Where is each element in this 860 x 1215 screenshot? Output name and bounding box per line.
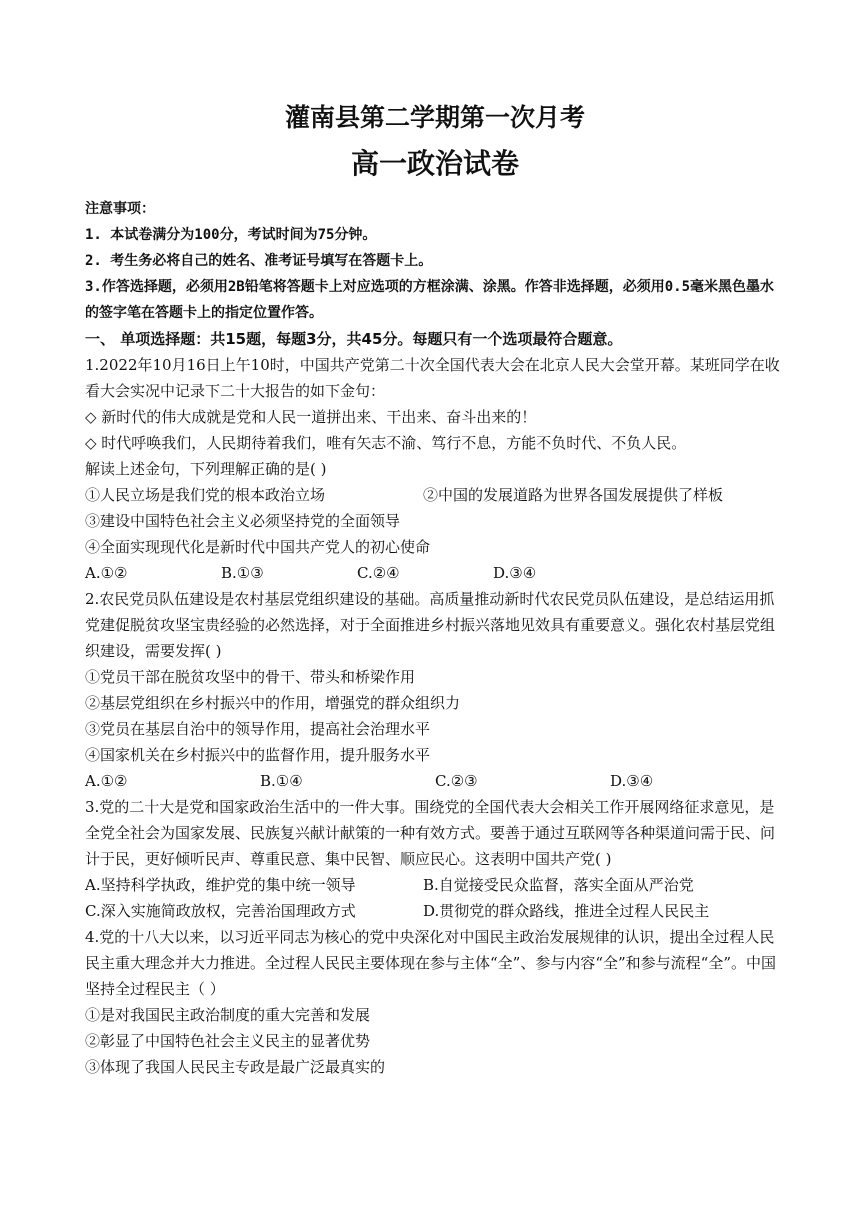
exam-subject-title: 高一政治试卷 — [350, 147, 519, 180]
question-1-option-b: B.①③ — [221, 564, 264, 582]
question-2-options — [85, 768, 785, 794]
question-3-option-d: D.贯彻党的群众路线，推进全过程人民民主 — [423, 902, 710, 920]
question-1-quote-1: ◇ 新时代的伟大成就是党和人民一道拼出来、干出来、奋斗出来的！ — [85, 408, 537, 426]
notes-item-3: 3.作答选择题，必须用2B铅笔将答题卡上对应选项的方框涂满、涂黑。作答非选择题，必须用0.5毫米黑色墨水的签字笔在答题卡上的指定位置作答。 — [85, 279, 774, 321]
question-2-statement-1: ①党员干部在脱贫攻坚中的骨干、带头和桥梁作用 — [85, 668, 416, 686]
question-4-statement-2: ②彰显了中国特色社会主义民主的显著优势 — [85, 1032, 371, 1050]
question-1-option-d: D.③④ — [493, 564, 537, 582]
question-2-option-d: D.③④ — [610, 772, 654, 790]
notes-item-1: 1. 本试卷满分为100分，考试时间为75分钟。 — [85, 227, 377, 243]
question-3-option-b: B.自觉接受民众监督，落实全面从严治党 — [423, 876, 694, 894]
question-1-options — [85, 560, 785, 586]
question-2-option-a: A.①② — [85, 772, 128, 790]
question-1-ask: 解读上述金句，下列理解正确的是( ) — [85, 460, 327, 478]
question-2-stem: 2.农民党员队伍建设是农村基层党组织建设的基础。高质量推动新时代农民党员队伍建设，是总结运用抓党建促脱贫攻坚宝贵经验的必然选择，对于全面推进乡村振兴落地见效具有重要意义。强化农村基层党组织建设，需要发挥( ) — [85, 590, 776, 660]
question-3 — [85, 794, 785, 924]
question-4-stem: 4.党的十八大以来，以习近平同志为核心的党中央深化对中国民主政治发展规律的认识，提出全过程人民民主重大理念并大力推进。全过程人民民主要体现在参与主体“全”、参与内容“全”和参与流程“全”。中国坚持全过程民主（ ） — [85, 928, 777, 998]
question-2-option-c: C.②③ — [435, 772, 478, 790]
notes-heading: 注意事项： — [85, 201, 155, 217]
question-1-statement-1: ①人民立场是我们党的根本政治立场 — [85, 486, 326, 504]
question-2-option-b: B.①④ — [260, 772, 303, 790]
question-2-statement-3: ③党员在基层自治中的领导作用，提高社会治理水平 — [85, 720, 431, 738]
question-4 — [85, 924, 785, 1080]
question-2-statement-4: ④国家机关在乡村振兴中的监督作用，提升服务水平 — [85, 746, 431, 764]
question-4-statement-1: ①是对我国民主政治制度的重大完善和发展 — [85, 1006, 371, 1024]
question-1-option-c: C.②④ — [357, 564, 400, 582]
question-3-option-c: C.深入实施简政放权，完善治国理政方式 — [85, 902, 356, 920]
question-1 — [85, 352, 785, 586]
question-1-statement-3: ③建设中国特色社会主义必须坚持党的全面领导 — [85, 512, 401, 530]
question-2 — [85, 586, 785, 794]
notes-item-2: 2. 考生务必将自己的姓名、准考证号填写在答题卡上。 — [85, 253, 433, 269]
question-1-statement-4: ④全面实现现代化是新时代中国共产党人的初心使命 — [85, 538, 431, 556]
question-2-statement-2: ②基层党组织在乡村振兴中的作用，增强党的群众组织力 — [85, 694, 461, 712]
question-1-stem: 1.2022年10月16日上午10时，中国共产党第二十次全国代表大会在北京人民大会堂开幕。某班同学在收看大会实况中记录下二十大报告的如下金句： — [85, 356, 780, 400]
exam-page — [85, 100, 785, 1080]
question-3-options-row-1 — [85, 872, 785, 898]
question-3-option-a: A.坚持科学执政，维护党的集中统一领导 — [85, 876, 356, 894]
question-1-option-a: A.①② — [85, 564, 128, 582]
question-3-stem: 3.党的二十大是党和国家政治生活中的一件大事。围绕党的全国代表大会相关工作开展网络征求意见，是全党全社会为国家发展、民族复兴献计献策的一种有效方式。要善于通过互联网等各种渠道问需于民、问计于民，更好倾听民声、尊重民意、集中民智、顺应民心。这表明中国共产党( ) — [85, 798, 776, 868]
question-1-statement-2: ②中国的发展道路为世界各国发展提供了样板 — [423, 486, 724, 504]
question-3-options-row-2 — [85, 898, 785, 924]
section-title: 一、 单项选择题：共15题，每题3分，共45分。每题只有一个选项最符合题意。 — [85, 330, 623, 348]
question-1-quote-2: ◇ 时代呼唤我们，人民期待着我们，唯有矢志不渝、笃行不息，方能不负时代、不负人民。 — [85, 434, 687, 452]
exam-school-title: 灌南县第二学期第一次月考 — [284, 103, 585, 132]
question-1-statements-row — [85, 482, 785, 508]
question-4-statement-3: ③体现了我国人民民主专政是最广泛最真实的 — [85, 1058, 386, 1076]
notes-block — [85, 196, 785, 326]
